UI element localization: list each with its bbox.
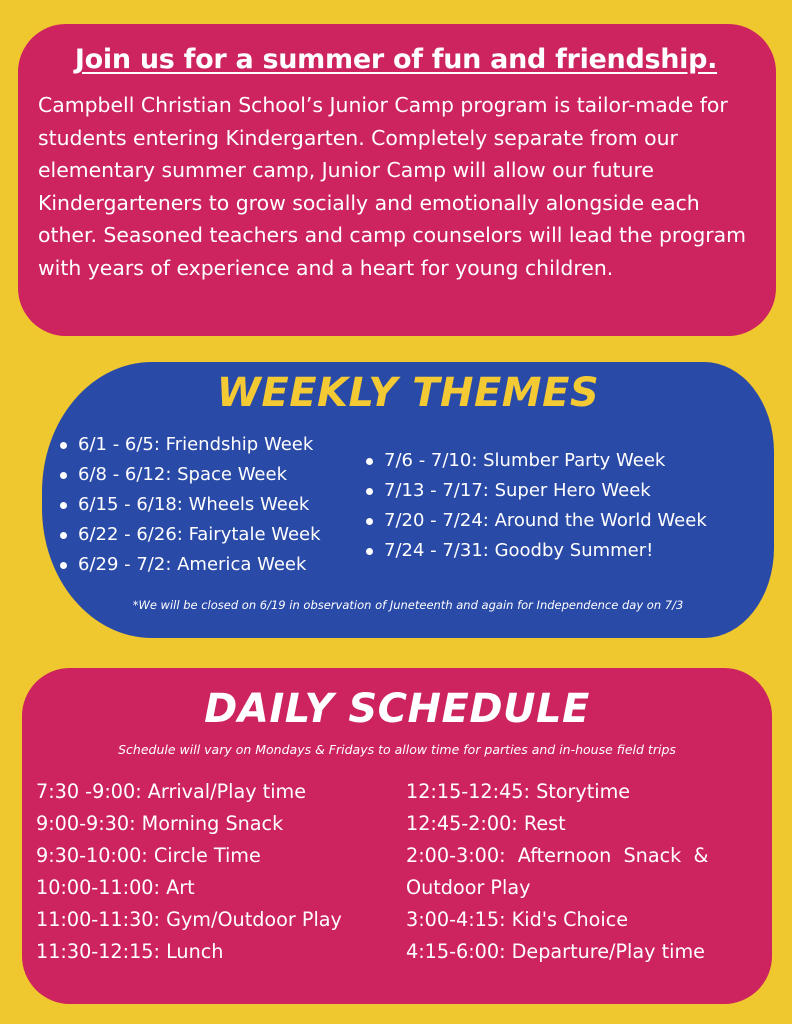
intro-panel <box>18 24 776 336</box>
theme-item: 6/29 - 7/2: America Week <box>56 550 321 580</box>
theme-item: 6/8 - 6/12: Space Week <box>56 460 321 490</box>
schedule-item: 11:00-11:30: Gym/Outdoor Play <box>36 908 342 931</box>
theme-item: 6/22 - 6/26: Fairytale Week <box>56 520 321 550</box>
daily-schedule-heading: DAILY SCHEDULE <box>204 686 590 732</box>
themes-list-right <box>362 446 707 566</box>
theme-item: 6/1 - 6/5: Friendship Week <box>56 430 321 460</box>
weekly-themes-panel <box>42 362 774 638</box>
theme-item: 6/15 - 6/18: Wheels Week <box>56 490 321 520</box>
intro-body: Campbell Christian School’s Junior Camp program is tailor-made for students entering Kindergarten. Completely separate from our elementary summer camp, Junior Camp will allow our future Kindergarteners to grow socially and emotionally alongside each other. Seasoned teachers and camp counselors will lead the program with years of experience and a heart for young children. <box>38 93 747 280</box>
schedule-list-left <box>36 776 342 968</box>
schedule-item: 11:30-12:15: Lunch <box>36 940 224 963</box>
schedule-item: Outdoor Play <box>406 876 531 899</box>
closure-note: *We will be closed on 6/19 in observation of Juneteenth and again for Independence day on 7/3 <box>132 598 684 612</box>
themes-list-left <box>56 430 321 580</box>
daily-schedule-panel <box>22 668 772 1004</box>
schedule-item: 10:00-11:00: Art <box>36 876 195 899</box>
intro-heading: Join us for a summer of fun and friendship. <box>74 44 718 75</box>
schedule-subtitle: Schedule will vary on Mondays & Fridays to allow time for parties and in-house field trips <box>118 742 676 757</box>
schedule-item: 12:45-2:00: Rest <box>406 812 566 835</box>
schedule-item: 3:00-4:15: Kid's Choice <box>406 908 629 931</box>
theme-item: 7/24 - 7/31: Goodby Summer! <box>362 536 707 566</box>
schedule-list-right <box>406 776 708 968</box>
schedule-item: 4:15-6:00: Departure/Play time <box>406 940 705 963</box>
theme-item: 7/20 - 7/24: Around the World Week <box>362 506 707 536</box>
theme-item: 7/13 - 7/17: Super Hero Week <box>362 476 707 506</box>
weekly-themes-heading: WEEKLY THEMES <box>216 370 600 416</box>
schedule-item: 2:00-3:00: Afternoon Snack & <box>406 844 709 867</box>
theme-item: 7/6 - 7/10: Slumber Party Week <box>362 446 707 476</box>
schedule-item: 7:30 -9:00: Arrival/Play time <box>36 780 307 803</box>
schedule-item: 12:15-12:45: Storytime <box>406 780 631 803</box>
schedule-item: 9:00-9:30: Morning Snack <box>36 812 284 835</box>
schedule-item: 9:30-10:00: Circle Time <box>36 844 261 867</box>
